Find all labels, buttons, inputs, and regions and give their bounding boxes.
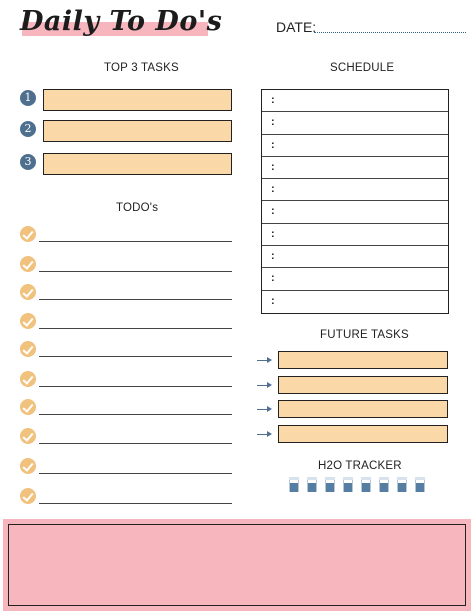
water-glass-icon[interactable] [361, 477, 371, 492]
arrow-right-icon [257, 385, 270, 386]
schedule-row[interactable] [262, 201, 448, 223]
number-3-icon: 3 [20, 154, 36, 170]
schedule-time-colon: : [271, 94, 275, 106]
todo-line [39, 473, 232, 474]
todo-item[interactable] [20, 226, 232, 244]
checkmark-icon [20, 256, 36, 272]
todo-item[interactable] [20, 284, 232, 302]
todo-line [39, 271, 232, 272]
future-task-field[interactable] [278, 400, 448, 418]
checkmark-icon [20, 226, 36, 242]
water-glass-icon[interactable] [379, 477, 389, 492]
schedule-row[interactable] [262, 135, 448, 157]
checkmark-icon [20, 371, 36, 387]
schedule-row[interactable] [262, 157, 448, 179]
notes-field[interactable] [8, 524, 466, 606]
todo-line [39, 356, 232, 357]
schedule-time-colon: : [271, 183, 275, 196]
water-glass-icon[interactable] [325, 477, 335, 492]
schedule-row[interactable] [262, 224, 448, 246]
todos-heading: TODO's [116, 202, 159, 214]
todo-line [39, 503, 232, 504]
arrow-right-icon [257, 360, 270, 361]
number-1-icon: 1 [20, 90, 36, 106]
water-glass-icon[interactable] [307, 477, 317, 492]
todo-item[interactable] [20, 399, 232, 417]
water-glass-icon[interactable] [397, 477, 407, 492]
todo-item[interactable] [20, 488, 232, 506]
schedule-row[interactable] [262, 179, 448, 201]
arrow-right-icon [257, 434, 270, 435]
water-glass-icon[interactable] [415, 477, 425, 492]
checkmark-icon [20, 313, 36, 329]
future-task-row [257, 400, 449, 420]
schedule-row[interactable] [262, 291, 448, 313]
schedule-row[interactable] [262, 90, 448, 112]
top-tasks-heading: TOP 3 TASKS [104, 62, 179, 74]
schedule-time-colon: : [271, 160, 275, 173]
future-task-row [257, 425, 449, 445]
checkmark-icon [20, 399, 36, 415]
future-task-row [257, 376, 449, 396]
schedule-row[interactable] [262, 112, 448, 134]
checkmark-icon [20, 458, 36, 474]
future-task-field[interactable] [278, 425, 448, 443]
checkmark-icon [20, 341, 36, 357]
todo-line [39, 299, 232, 300]
schedule-row[interactable] [262, 246, 448, 268]
top-task-field-3[interactable] [43, 153, 232, 175]
todo-line [39, 386, 232, 387]
todo-item[interactable] [20, 313, 232, 331]
schedule-time-colon: : [271, 272, 275, 285]
checkmark-icon [20, 428, 36, 444]
top-task-row [20, 89, 232, 111]
water-glass-icon[interactable] [289, 477, 299, 492]
schedule-time-colon: : [271, 227, 275, 240]
todo-line [39, 443, 232, 444]
todo-item[interactable] [20, 341, 232, 359]
top-task-row [20, 120, 232, 142]
todo-item[interactable] [20, 371, 232, 389]
schedule-time-colon: : [271, 205, 275, 218]
todo-item[interactable] [20, 256, 232, 274]
h2o-tracker-heading: H2O TRACKER [318, 460, 402, 472]
top-task-row [20, 153, 232, 175]
future-task-row [257, 351, 449, 371]
todo-line [39, 241, 232, 242]
todo-line [39, 328, 232, 329]
arrow-right-icon [257, 409, 270, 410]
schedule-row[interactable] [262, 268, 448, 290]
todo-line [39, 414, 232, 415]
date-label: DATE: [276, 19, 317, 35]
todo-item[interactable] [20, 428, 232, 446]
water-glass-icon[interactable] [343, 477, 353, 492]
future-task-field[interactable] [278, 376, 448, 394]
schedule-time-colon: : [271, 116, 275, 129]
top-task-field-1[interactable] [43, 89, 232, 111]
schedule-time-colon: : [271, 250, 275, 263]
checkmark-icon [20, 488, 36, 504]
schedule-table [261, 89, 449, 314]
number-2-icon: 2 [20, 121, 36, 137]
future-tasks-heading: FUTURE TASKS [320, 329, 409, 341]
todo-item[interactable] [20, 458, 232, 476]
schedule-time-colon: : [271, 138, 275, 151]
schedule-time-colon: : [271, 294, 275, 307]
future-task-field[interactable] [278, 351, 448, 369]
date-field[interactable] [314, 32, 466, 33]
page-title: Daily To Do's [20, 6, 223, 37]
schedule-heading: SCHEDULE [330, 62, 395, 74]
checkmark-icon [20, 284, 36, 300]
top-task-field-2[interactable] [43, 120, 232, 142]
